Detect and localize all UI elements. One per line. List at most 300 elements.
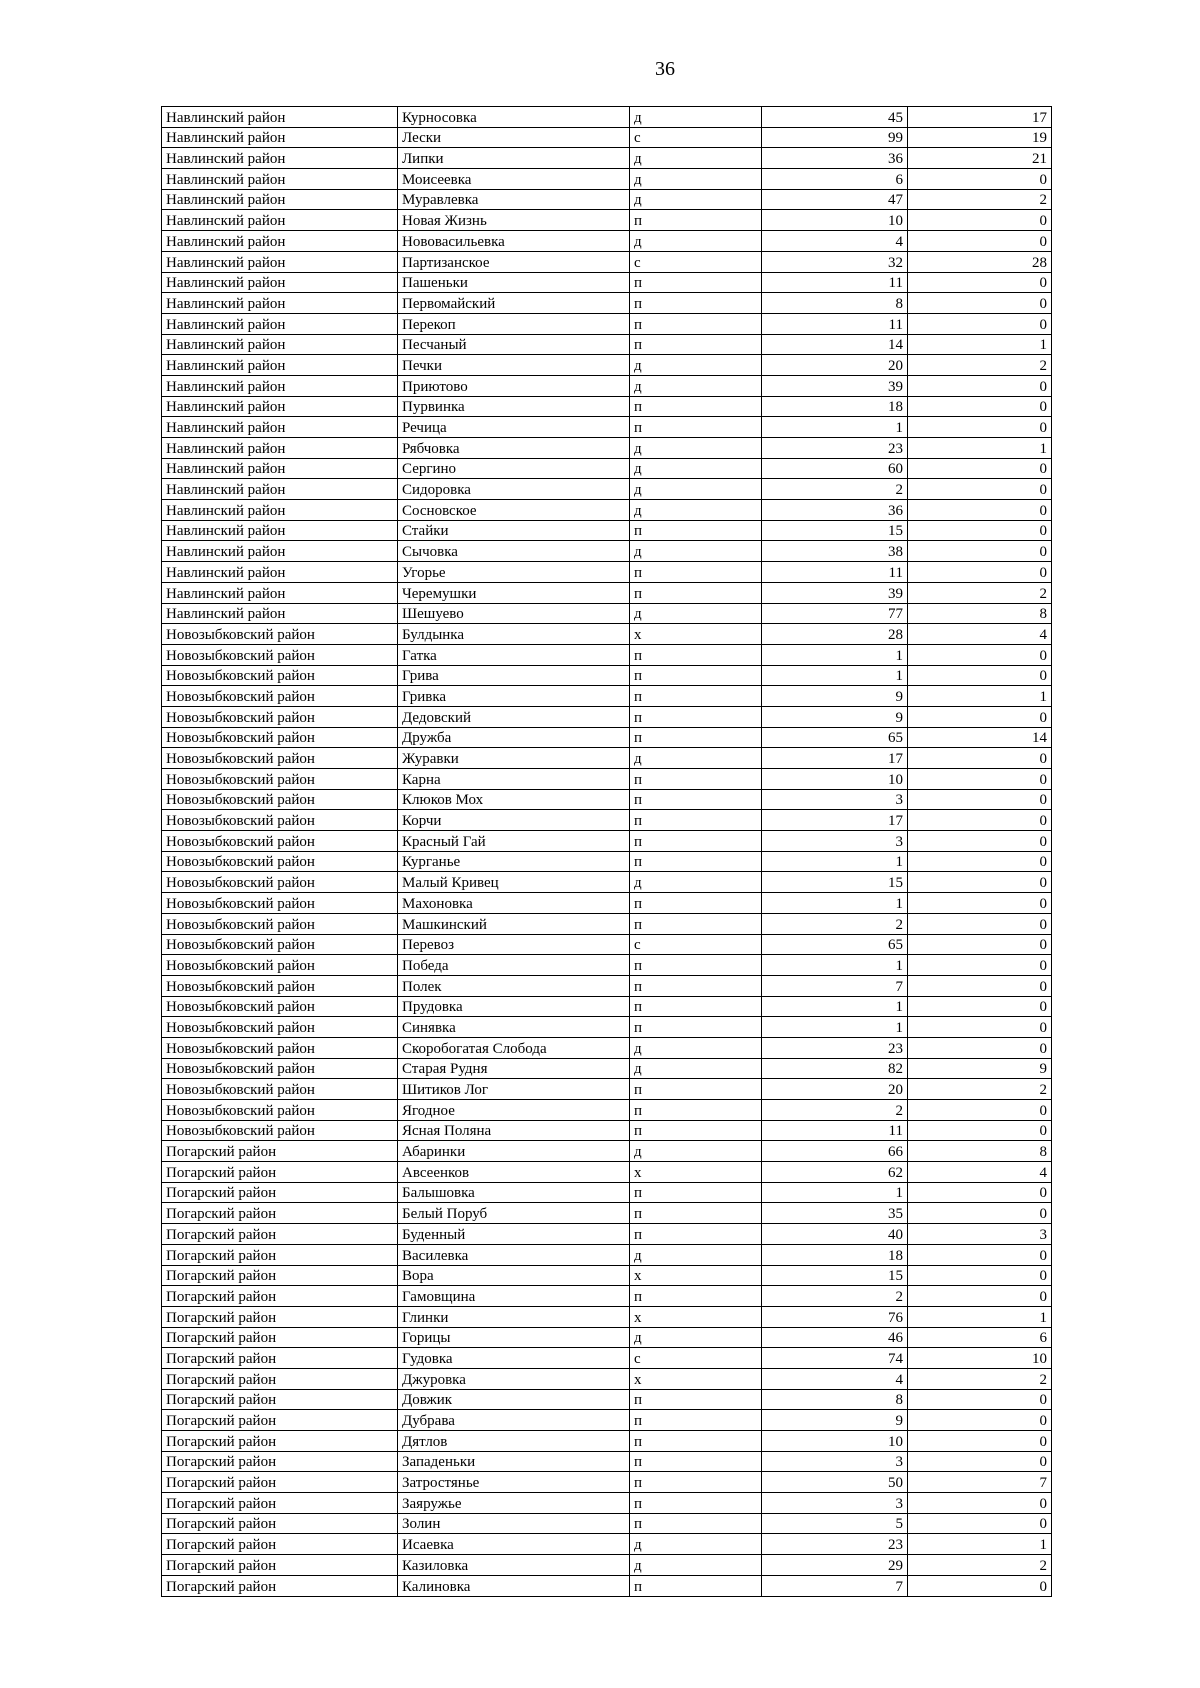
type-cell: п [630,293,762,314]
settlement-cell: Партизанское [398,251,630,272]
district-cell: Новозыбковский район [162,810,398,831]
settlement-cell: Приютово [398,375,630,396]
table-row [162,1368,1052,1389]
district-cell: Навлинский район [162,500,398,521]
count-cell: 0 [908,665,1052,686]
settlement-cell: Курганье [398,851,630,872]
settlement-cell: Сидоровка [398,479,630,500]
table-row [162,831,1052,852]
type-cell: п [630,272,762,293]
table-row [162,1493,1052,1514]
count-cell: 0 [908,644,1052,665]
total-cell: 60 [762,458,908,479]
district-cell: Навлинский район [162,251,398,272]
district-cell: Новозыбковский район [162,624,398,645]
district-cell: Навлинский район [162,417,398,438]
settlement-cell: Гамовщина [398,1286,630,1307]
table-row [162,334,1052,355]
count-cell: 4 [908,1162,1052,1183]
count-cell: 1 [908,1306,1052,1327]
type-cell: д [630,1058,762,1079]
count-cell: 14 [908,727,1052,748]
count-cell: 0 [908,541,1052,562]
type-cell: п [630,955,762,976]
type-cell: с [630,1348,762,1369]
type-cell: п [630,810,762,831]
count-cell: 0 [908,893,1052,914]
district-cell: Новозыбковский район [162,893,398,914]
type-cell: х [630,624,762,645]
count-cell: 0 [908,479,1052,500]
district-cell: Навлинский район [162,189,398,210]
settlement-cell: Красный Гай [398,831,630,852]
settlement-cell: Махоновка [398,893,630,914]
table-row [162,603,1052,624]
table-row [162,1555,1052,1576]
count-cell: 0 [908,520,1052,541]
settlement-cell: Заяружье [398,1493,630,1514]
total-cell: 17 [762,748,908,769]
count-cell: 0 [908,1120,1052,1141]
type-cell: п [630,1513,762,1534]
count-cell: 0 [908,1100,1052,1121]
district-cell: Погарский район [162,1389,398,1410]
count-cell: 0 [908,458,1052,479]
type-cell: д [630,189,762,210]
total-cell: 4 [762,231,908,252]
total-cell: 11 [762,1120,908,1141]
table-row [162,955,1052,976]
settlement-cell: Вора [398,1265,630,1286]
table-row [162,810,1052,831]
type-cell: х [630,1368,762,1389]
district-cell: Навлинский район [162,107,398,128]
count-cell: 0 [908,1037,1052,1058]
district-cell: Погарский район [162,1306,398,1327]
settlement-cell: Машкинский [398,913,630,934]
total-cell: 1 [762,1017,908,1038]
table-row [162,769,1052,790]
table-row [162,706,1052,727]
settlement-cell: Песчаный [398,334,630,355]
district-cell: Погарский район [162,1451,398,1472]
settlement-cell: Булдынка [398,624,630,645]
total-cell: 15 [762,872,908,893]
table-row [162,1100,1052,1121]
district-cell: Погарский район [162,1244,398,1265]
district-cell: Новозыбковский район [162,996,398,1017]
total-cell: 82 [762,1058,908,1079]
total-cell: 20 [762,1079,908,1100]
district-cell: Погарский район [162,1327,398,1348]
type-cell: п [630,1100,762,1121]
table-row [162,479,1052,500]
type-cell: п [630,417,762,438]
count-cell: 1 [908,686,1052,707]
settlement-cell: Исаевка [398,1534,630,1555]
type-cell: д [630,748,762,769]
type-cell: п [630,1431,762,1452]
table-row [162,1451,1052,1472]
type-cell: п [630,913,762,934]
settlement-cell: Пурвинка [398,396,630,417]
settlement-cell: Клюков Мох [398,789,630,810]
count-cell: 6 [908,1327,1052,1348]
type-cell: п [630,1389,762,1410]
count-cell: 0 [908,1017,1052,1038]
table-row [162,1203,1052,1224]
total-cell: 3 [762,1451,908,1472]
count-cell: 0 [908,1265,1052,1286]
total-cell: 76 [762,1306,908,1327]
total-cell: 10 [762,1431,908,1452]
total-cell: 46 [762,1327,908,1348]
type-cell: с [630,934,762,955]
settlement-cell: Сычовка [398,541,630,562]
district-cell: Навлинский район [162,293,398,314]
settlement-cell: Дедовский [398,706,630,727]
type-cell: п [630,582,762,603]
count-cell: 0 [908,1493,1052,1514]
total-cell: 32 [762,251,908,272]
total-cell: 29 [762,1555,908,1576]
total-cell: 1 [762,1182,908,1203]
count-cell: 21 [908,148,1052,169]
district-cell: Новозыбковский район [162,1037,398,1058]
table-row [162,1120,1052,1141]
table-row [162,975,1052,996]
type-cell: д [630,603,762,624]
type-cell: д [630,107,762,128]
district-cell: Навлинский район [162,127,398,148]
type-cell: п [630,996,762,1017]
count-cell: 0 [908,1182,1052,1203]
count-cell: 0 [908,500,1052,521]
district-cell: Погарский район [162,1265,398,1286]
table-row [162,1224,1052,1245]
type-cell: п [630,706,762,727]
total-cell: 1 [762,955,908,976]
table-row [162,1513,1052,1534]
district-cell: Навлинский район [162,272,398,293]
table-row [162,272,1052,293]
table-row [162,1534,1052,1555]
count-cell: 0 [908,417,1052,438]
total-cell: 9 [762,686,908,707]
type-cell: х [630,1265,762,1286]
district-cell: Навлинский район [162,458,398,479]
district-cell: Навлинский район [162,231,398,252]
settlement-cell: Малый Кривец [398,872,630,893]
total-cell: 9 [762,1410,908,1431]
district-cell: Новозыбковский район [162,872,398,893]
total-cell: 5 [762,1513,908,1534]
district-cell: Новозыбковский район [162,955,398,976]
district-cell: Новозыбковский район [162,934,398,955]
district-cell: Новозыбковский район [162,851,398,872]
settlement-cell: Угорье [398,562,630,583]
total-cell: 1 [762,893,908,914]
settlement-cell: Пашеньки [398,272,630,293]
total-cell: 39 [762,582,908,603]
total-cell: 23 [762,1037,908,1058]
table-row [162,1182,1052,1203]
settlement-cell: Горицы [398,1327,630,1348]
table-row [162,1306,1052,1327]
table-row [162,169,1052,190]
table-row [162,541,1052,562]
count-cell: 0 [908,1389,1052,1410]
settlement-cell: Синявка [398,1017,630,1038]
settlement-cell: Липки [398,148,630,169]
count-cell: 0 [908,872,1052,893]
settlement-cell: Муравлевка [398,189,630,210]
count-cell: 2 [908,1555,1052,1576]
settlement-cell: Дружба [398,727,630,748]
count-cell: 8 [908,1141,1052,1162]
total-cell: 11 [762,272,908,293]
district-cell: Навлинский район [162,603,398,624]
settlement-cell: Шитиков Лог [398,1079,630,1100]
total-cell: 28 [762,624,908,645]
total-cell: 11 [762,313,908,334]
table-row [162,107,1052,128]
settlement-cell: Журавки [398,748,630,769]
settlement-cell: Полек [398,975,630,996]
settlement-cell: Гатка [398,644,630,665]
type-cell: п [630,1493,762,1514]
table-row [162,644,1052,665]
type-cell: п [630,1017,762,1038]
district-cell: Новозыбковский район [162,1017,398,1038]
district-cell: Новозыбковский район [162,665,398,686]
total-cell: 3 [762,789,908,810]
type-cell: п [630,210,762,231]
total-cell: 65 [762,727,908,748]
district-cell: Новозыбковский район [162,706,398,727]
count-cell: 2 [908,582,1052,603]
settlement-cell: Сосновское [398,500,630,521]
total-cell: 11 [762,562,908,583]
total-cell: 4 [762,1368,908,1389]
type-cell: д [630,500,762,521]
total-cell: 2 [762,1286,908,1307]
district-cell: Новозыбковский район [162,644,398,665]
settlement-cell: Моисеевка [398,169,630,190]
count-cell: 0 [908,210,1052,231]
district-cell: Навлинский район [162,313,398,334]
table-row [162,1410,1052,1431]
table-row [162,458,1052,479]
count-cell: 2 [908,1368,1052,1389]
district-cell: Навлинский район [162,355,398,376]
count-cell: 3 [908,1224,1052,1245]
type-cell: д [630,479,762,500]
settlement-cell: Нововасильевка [398,231,630,252]
settlement-cell: Довжик [398,1389,630,1410]
count-cell: 0 [908,1410,1052,1431]
total-cell: 40 [762,1224,908,1245]
settlement-cell: Василевка [398,1244,630,1265]
total-cell: 9 [762,706,908,727]
district-cell: Погарский район [162,1203,398,1224]
total-cell: 7 [762,1575,908,1596]
table-row [162,1058,1052,1079]
table-row [162,624,1052,645]
type-cell: п [630,831,762,852]
settlement-cell: Казиловка [398,1555,630,1576]
total-cell: 3 [762,1493,908,1514]
district-cell: Погарский район [162,1575,398,1596]
total-cell: 50 [762,1472,908,1493]
type-cell: п [630,1182,762,1203]
table-row [162,1017,1052,1038]
settlement-cell: Глинки [398,1306,630,1327]
district-cell: Новозыбковский район [162,727,398,748]
total-cell: 10 [762,210,908,231]
table-row [162,1244,1052,1265]
count-cell: 0 [908,272,1052,293]
type-cell: п [630,686,762,707]
type-cell: д [630,169,762,190]
type-cell: д [630,355,762,376]
district-cell: Погарский район [162,1162,398,1183]
total-cell: 18 [762,1244,908,1265]
district-cell: Погарский район [162,1224,398,1245]
table-row [162,913,1052,934]
district-cell: Новозыбковский район [162,748,398,769]
table-row [162,789,1052,810]
total-cell: 3 [762,831,908,852]
type-cell: п [630,769,762,790]
settlement-cell: Победа [398,955,630,976]
count-cell: 0 [908,955,1052,976]
district-cell: Погарский район [162,1534,398,1555]
district-cell: Новозыбковский район [162,1100,398,1121]
settlement-cell: Абаринки [398,1141,630,1162]
settlement-cell: Затростянье [398,1472,630,1493]
table-row [162,127,1052,148]
settlement-cell: Авсеенков [398,1162,630,1183]
type-cell: п [630,727,762,748]
count-cell: 0 [908,996,1052,1017]
district-cell: Новозыбковский район [162,1079,398,1100]
page-number: 36 [655,58,675,80]
district-cell: Новозыбковский район [162,1120,398,1141]
type-cell: х [630,1162,762,1183]
count-cell: 0 [908,396,1052,417]
count-cell: 0 [908,748,1052,769]
total-cell: 65 [762,934,908,955]
district-cell: Погарский район [162,1410,398,1431]
settlement-cell: Первомайский [398,293,630,314]
settlement-cell: Скоробогатая Слобода [398,1037,630,1058]
district-cell: Погарский район [162,1513,398,1534]
count-cell: 2 [908,355,1052,376]
count-cell: 9 [908,1058,1052,1079]
settlement-cell: Старая Рудня [398,1058,630,1079]
district-cell: Навлинский район [162,396,398,417]
settlement-cell: Корчи [398,810,630,831]
table-row [162,231,1052,252]
type-cell: п [630,665,762,686]
table-row [162,851,1052,872]
settlement-cell: Западеньки [398,1451,630,1472]
total-cell: 77 [762,603,908,624]
table-row [162,934,1052,955]
count-cell: 0 [908,913,1052,934]
total-cell: 18 [762,396,908,417]
district-cell: Погарский район [162,1348,398,1369]
district-cell: Погарский район [162,1286,398,1307]
count-cell: 0 [908,851,1052,872]
count-cell: 0 [908,1244,1052,1265]
district-cell: Погарский район [162,1368,398,1389]
settlement-cell: Печки [398,355,630,376]
table-row [162,1389,1052,1410]
settlement-cell: Белый Поруб [398,1203,630,1224]
count-cell: 0 [908,375,1052,396]
settlement-cell: Курносовка [398,107,630,128]
type-cell: п [630,1203,762,1224]
type-cell: п [630,1120,762,1141]
type-cell: д [630,1327,762,1348]
total-cell: 36 [762,148,908,169]
settlement-cell: Балышовка [398,1182,630,1203]
type-cell: п [630,520,762,541]
type-cell: п [630,851,762,872]
settlement-cell: Черемушки [398,582,630,603]
total-cell: 7 [762,975,908,996]
type-cell: с [630,251,762,272]
settlement-cell: Новая Жизнь [398,210,630,231]
count-cell: 1 [908,334,1052,355]
district-cell: Навлинский район [162,438,398,459]
table-row [162,355,1052,376]
total-cell: 74 [762,1348,908,1369]
table-row [162,1327,1052,1348]
type-cell: д [630,541,762,562]
district-cell: Новозыбковский район [162,913,398,934]
table-row [162,500,1052,521]
type-cell: п [630,313,762,334]
count-cell: 17 [908,107,1052,128]
settlement-cell: Перевоз [398,934,630,955]
total-cell: 23 [762,438,908,459]
district-cell: Новозыбковский район [162,975,398,996]
district-cell: Погарский район [162,1472,398,1493]
total-cell: 35 [762,1203,908,1224]
total-cell: 23 [762,1534,908,1555]
table-row [162,375,1052,396]
district-cell: Навлинский район [162,479,398,500]
count-cell: 0 [908,1575,1052,1596]
table-row [162,1575,1052,1596]
total-cell: 2 [762,913,908,934]
table-row [162,727,1052,748]
table-row [162,1265,1052,1286]
total-cell: 66 [762,1141,908,1162]
type-cell: п [630,1410,762,1431]
table-row [162,686,1052,707]
total-cell: 2 [762,479,908,500]
total-cell: 1 [762,851,908,872]
total-cell: 1 [762,996,908,1017]
type-cell: п [630,1575,762,1596]
type-cell: п [630,1472,762,1493]
district-cell: Погарский район [162,1431,398,1452]
count-cell: 0 [908,789,1052,810]
